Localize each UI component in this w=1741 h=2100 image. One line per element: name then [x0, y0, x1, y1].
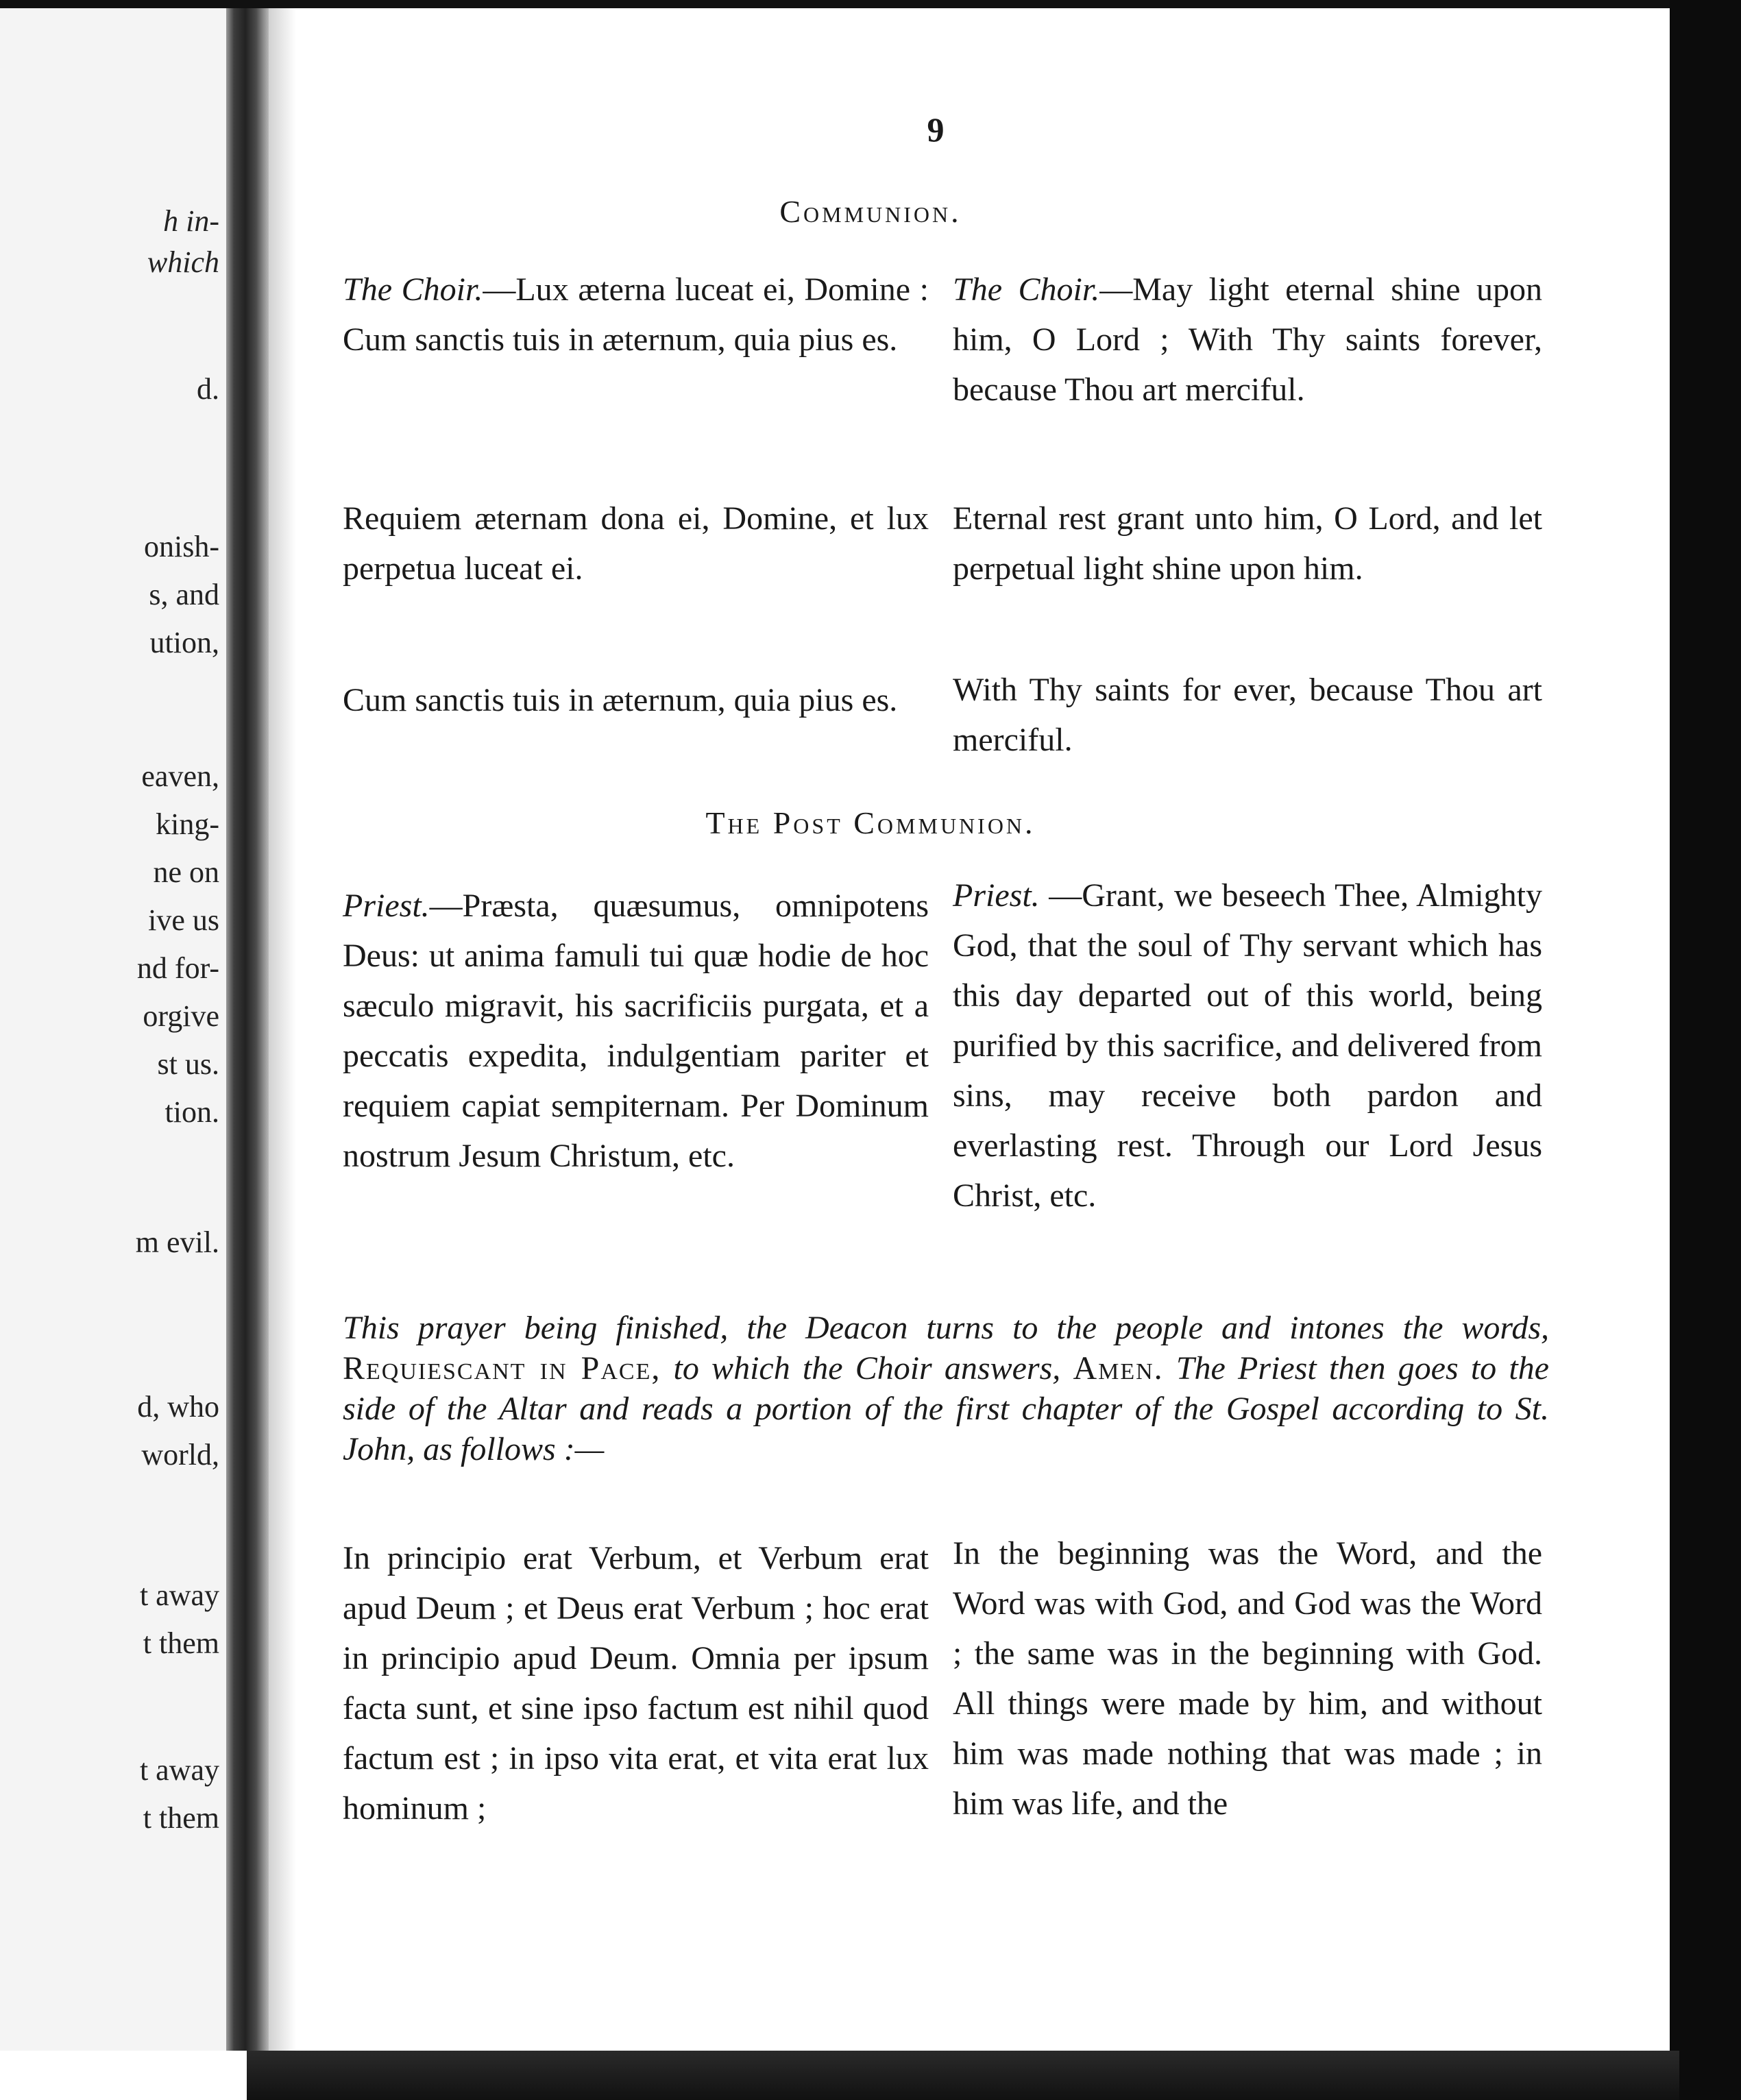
left-page-line: eaven, — [141, 759, 219, 793]
left-page-line: ive us — [148, 903, 219, 937]
left-page-line: which — [147, 245, 219, 279]
latin-text: —Lux æterna luceat ei, Domine : Cum sanctis tuis in æternum, quia pius es. — [343, 271, 929, 358]
english-speaker: Priest. — [953, 877, 1040, 914]
left-page-line: t away — [139, 1578, 219, 1612]
post-communion-latin — [343, 881, 929, 1181]
latin-speaker: The Choir. — [343, 271, 483, 308]
communion-latin-1 — [343, 265, 929, 365]
left-page-line: t them — [143, 1801, 219, 1835]
english-text: In the beginning was the Word, and the Word was with God, and God was the Word ; the same was in the beginning with God. All things were made by him, and without him was made nothing that was made ; in him was life, and the — [953, 1535, 1542, 1822]
latin-speaker: Priest. — [343, 888, 430, 924]
latin-text: In principio erat Verbum, et Verbum erat apud Deum ; et Deus erat Verbum ; hoc erat in principio apud Deum. Omnia per ipsum facta sunt, et sine ipso factum est nihil quod factum est ; in ipso vita erat, et vita erat lux hominum ; — [343, 1540, 929, 1827]
rubric-text-3: The Priest then goes to the side of the Altar and reads a portion of the first chapter of the Gospel according to St. John, as follows :— — [343, 1350, 1549, 1467]
communion-latin-2 — [343, 493, 929, 594]
post-communion-heading: The Post Communion. — [705, 805, 1036, 840]
latin-text: Requiem æternam dona ei, Domine, et lux perpetua luceat ei. — [343, 500, 929, 587]
left-page-line: t away — [139, 1753, 219, 1787]
rubric-text-2: to which the Choir answers, — [661, 1350, 1073, 1387]
communion-heading: Communion. — [779, 194, 962, 229]
gospel-english — [953, 1528, 1542, 1829]
page-number: 9 — [927, 110, 945, 149]
left-page-line: onish- — [144, 530, 219, 563]
rubric-smallcaps-1: Requiescant in Pace, — [343, 1350, 661, 1387]
left-page-line: d. — [197, 372, 219, 406]
left-page-line: tion. — [165, 1095, 219, 1129]
left-page-line: orgive — [143, 999, 219, 1033]
left-facing-page — [0, 8, 226, 2051]
post-communion-english — [953, 870, 1542, 1221]
scan-right-border — [1670, 0, 1741, 2100]
book-spine-gutter — [226, 8, 269, 2051]
latin-text: Cum sanctis tuis in æternum, quia pius es. — [343, 682, 898, 718]
left-page-line: m evil. — [135, 1225, 219, 1259]
gutter-shadow — [269, 8, 296, 2051]
left-page-line: s, and — [149, 578, 219, 611]
left-page-line: king- — [156, 807, 219, 841]
communion-english-3 — [953, 665, 1542, 765]
left-page-line: h in- — [163, 204, 219, 238]
rubric-smallcaps-2: Amen. — [1073, 1350, 1164, 1387]
communion-latin-3 — [343, 675, 929, 725]
latin-text: —Præsta, quæsumus, omnipotens Deus: ut anima famuli tui quæ hodie de hoc sæculo migravit, his sacrificiis purgata, et a peccatis expedita, indulgentiam pariter et requiem capiat sempiternam. Per Dominum nostrum Jesum Christum, etc. — [343, 888, 929, 1174]
left-page-line: ution, — [149, 626, 219, 659]
english-text: Eternal rest grant unto him, O Lord, and let perpetual light shine upon him. — [953, 500, 1542, 587]
english-text: —Grant, we beseech Thee, Almighty God, that the soul of Thy servant which has this day departed out of this world, being purified by this sacrifice, and delivered from sins, may receive both pardon and everlasting rest. Through our Lord Jesus Christ, etc. — [953, 877, 1542, 1214]
left-page-line: d, who — [137, 1390, 219, 1424]
left-page-line: nd for- — [136, 951, 219, 985]
left-page-line: world, — [141, 1438, 219, 1472]
english-text: With Thy saints for ever, because Thou art merciful. — [953, 672, 1542, 758]
communion-english-1 — [953, 265, 1542, 415]
left-page-line: st us. — [157, 1047, 219, 1081]
english-text: —May light eternal shine upon him, O Lord ; With Thy saints forever, because Thou art merciful. — [953, 271, 1542, 408]
gospel-latin — [343, 1533, 929, 1833]
left-page-line: ne on — [153, 855, 219, 889]
rubric-instructions — [343, 1308, 1549, 1469]
scan-bottom-border — [247, 2051, 1679, 2100]
left-page-line: t them — [143, 1626, 219, 1660]
scan-top-border — [0, 0, 1741, 8]
communion-english-2 — [953, 493, 1542, 594]
english-speaker: The Choir. — [953, 271, 1100, 308]
rubric-text-1: This prayer being finished, the Deacon turns to the people and intones the words, — [343, 1310, 1549, 1346]
